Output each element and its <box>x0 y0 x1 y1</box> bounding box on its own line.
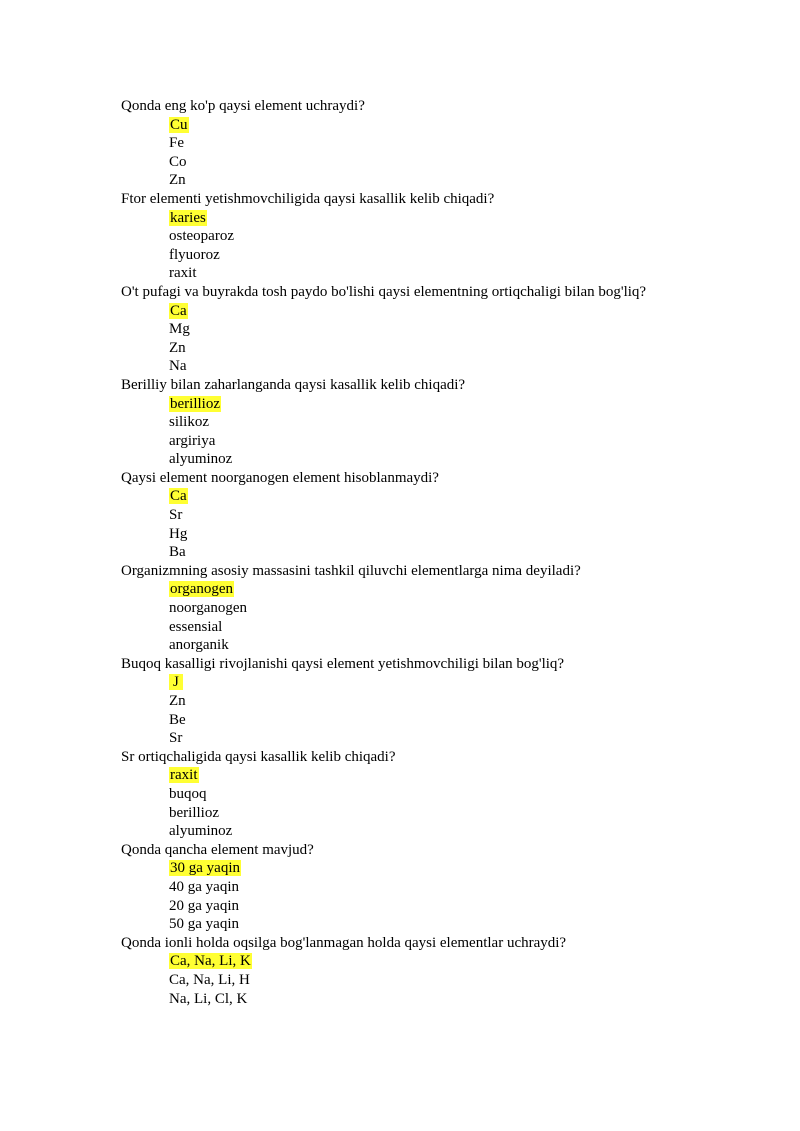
answer-option: Zn <box>169 339 186 356</box>
question-text: Sr ortiqchaligida qaysi kasallik kelib chiqadi? <box>121 748 396 765</box>
question-text: Qonda eng ko'p qaysi element uchraydi? <box>121 98 365 114</box>
question-text: Buqoq kasalligi rivojlanishi qaysi element yetishmovchiligi bilan bog'liq? <box>121 655 565 672</box>
question-block <box>121 934 661 1008</box>
answer-option: Hg <box>169 525 188 542</box>
correct-answer-highlight: berillioz <box>170 395 220 412</box>
question-text: Organizmning asosiy massasini tashkil qiluvchi elementlarga nima deyiladi? <box>121 562 581 579</box>
answer-option-highlighted <box>169 859 661 878</box>
question-block <box>121 841 661 934</box>
answer-option: silikoz <box>169 414 209 431</box>
question-text: Berilliy bilan zaharlanganda qaysi kasallik kelib chiqadi? <box>121 376 466 393</box>
answer-option: Co <box>169 153 187 170</box>
correct-answer-highlight: raxit <box>170 767 198 784</box>
answer-option-highlighted <box>169 673 661 692</box>
answer-option: Fe <box>169 135 184 152</box>
answer-option: Mg <box>169 321 190 338</box>
answer-option: raxit <box>169 265 197 282</box>
answer-option-highlighted <box>169 952 661 971</box>
answer-option: noorganogen <box>169 600 248 617</box>
answer-option: buqoq <box>169 785 207 802</box>
question-block <box>121 562 661 655</box>
answer-option: Be <box>169 711 186 728</box>
question-block <box>121 190 661 283</box>
answer-option: osteoparoz <box>169 228 234 245</box>
correct-answer-highlight: organogen <box>170 581 234 598</box>
answer-option-highlighted <box>169 209 661 228</box>
answer-option: essensial <box>169 618 223 635</box>
correct-answer-highlight: Ca <box>170 488 187 505</box>
question-text: Qaysi element noorganogen element hisoblanmaydi? <box>121 469 439 486</box>
document-page <box>121 97 661 1008</box>
question-block <box>121 748 661 841</box>
answer-option: 20 ga yaqin <box>169 897 239 914</box>
question-block <box>121 376 661 469</box>
answer-option: 50 ga yaqin <box>169 916 239 933</box>
answer-option: Ca, Na, Li, H <box>169 971 250 988</box>
answer-option: Ba <box>169 544 186 561</box>
answer-option: 40 ga yaqin <box>169 878 239 895</box>
answer-option: berillioz <box>169 804 219 821</box>
correct-answer-highlight: Ca <box>170 302 187 319</box>
question-block <box>121 469 661 562</box>
correct-answer-highlight: Ca, Na, Li, K <box>170 953 251 970</box>
answer-option-highlighted <box>169 487 661 506</box>
answer-option: anorganik <box>169 637 229 654</box>
answer-option: Na, Li, Cl, K <box>169 990 248 1007</box>
correct-answer-highlight: Cu <box>170 116 188 133</box>
answer-option-highlighted <box>169 580 661 599</box>
question-text: O't pufagi va buyrakda tosh paydo bo'lishi qaysi elementning ortiqchaligi bilan bog'liq? <box>121 283 647 300</box>
answer-option: alyuminoz <box>169 451 233 468</box>
question-text: Qonda qancha element mavjud? <box>121 841 314 858</box>
answer-option: Na <box>169 358 187 375</box>
answer-option-highlighted <box>169 116 661 135</box>
answer-option: alyuminoz <box>169 823 233 840</box>
question-block <box>121 97 661 190</box>
correct-answer-highlight: 30 ga yaqin <box>170 860 240 877</box>
answer-option: Sr <box>169 730 183 747</box>
correct-answer-highlight: J <box>169 674 183 690</box>
answer-option: Zn <box>169 693 186 709</box>
question-text: Qonda ionli holda oqsilga bog'lanmagan holda qaysi elementlar uchraydi? <box>121 934 567 951</box>
answer-option: flyuoroz <box>169 246 220 263</box>
answer-option-highlighted <box>169 766 661 785</box>
answer-option-highlighted <box>169 395 661 414</box>
answer-option: Sr <box>169 507 183 524</box>
answer-option-highlighted <box>169 302 661 321</box>
question-block <box>121 283 661 376</box>
answer-option: argiriya <box>169 432 216 449</box>
question-text: Ftor elementi yetishmovchiligida qaysi kasallik kelib chiqadi? <box>121 190 495 207</box>
question-block <box>121 655 661 748</box>
correct-answer-highlight: karies <box>170 209 206 226</box>
answer-option: Zn <box>169 172 186 189</box>
